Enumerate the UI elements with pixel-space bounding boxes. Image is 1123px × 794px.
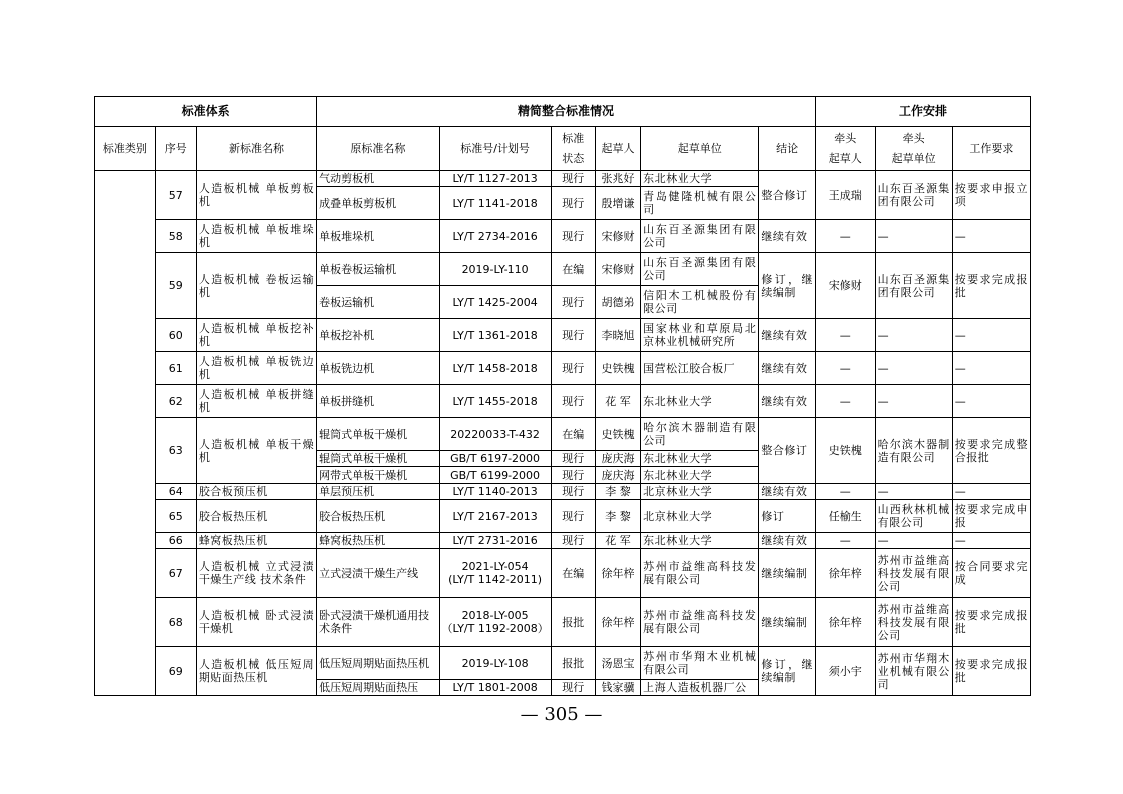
new-name-cell: 蜂窝板热压机 bbox=[196, 533, 316, 549]
status-cell: 现行 bbox=[551, 319, 595, 352]
requirement-cell: — bbox=[952, 484, 1030, 500]
lead-drafter-cell: 史铁槐 bbox=[815, 418, 875, 484]
lead-unit-cell: 苏州市益维高科技发展有限公司 bbox=[875, 598, 952, 647]
orig-name-cell: 单板挖补机 bbox=[317, 319, 439, 352]
table-row bbox=[95, 418, 1031, 451]
status-cell: 现行 bbox=[551, 680, 595, 696]
unit-cell: 苏州市益维高科技发展有限公司 bbox=[641, 549, 759, 598]
table-row bbox=[95, 385, 1031, 418]
table-row bbox=[95, 500, 1031, 533]
orig-name-cell: 气动剪板机 bbox=[317, 171, 439, 187]
drafter-cell: 花 军 bbox=[595, 533, 640, 549]
lead-drafter-cell: 宋修财 bbox=[815, 253, 875, 319]
seq-cell: 57 bbox=[155, 171, 196, 220]
unit-cell: 东北林业大学 bbox=[641, 467, 759, 484]
new-name-cell: 人造板机械 单板挖补机 bbox=[196, 319, 316, 352]
conclusion-cell: 继续有效 bbox=[759, 385, 816, 418]
std-no-cell: LY/T 1361-2018 bbox=[439, 319, 551, 352]
drafter-cell: 李 黎 bbox=[595, 500, 640, 533]
std-no-cell: LY/T 2731-2016 bbox=[439, 533, 551, 549]
status-cell: 现行 bbox=[551, 171, 595, 187]
requirement-cell: — bbox=[952, 533, 1030, 549]
requirement-cell: 按合同要求完成 bbox=[952, 549, 1030, 598]
col-header-lead-drafter: 牵头 起草人 bbox=[815, 127, 875, 171]
drafter-cell: 汤恩宝 bbox=[595, 647, 640, 680]
col-header-seq: 序号 bbox=[155, 127, 196, 171]
lead-unit-cell: 山西秋林机械有限公司 bbox=[875, 500, 952, 533]
new-name-cell: 胶合板热压机 bbox=[196, 500, 316, 533]
drafter-cell: 宋修财 bbox=[595, 220, 640, 253]
conclusion-cell: 整合修订 bbox=[759, 171, 816, 220]
requirement-cell: 按要求完成申报 bbox=[952, 500, 1030, 533]
status-cell: 现行 bbox=[551, 286, 595, 319]
drafter-cell: 史铁槐 bbox=[595, 352, 640, 385]
category-cell bbox=[95, 171, 156, 696]
conclusion-cell: 继续有效 bbox=[759, 484, 816, 500]
col-header-orig-name: 原标准名称 bbox=[317, 127, 439, 171]
new-name-cell: 人造板机械 单板剪板机 bbox=[196, 171, 316, 220]
unit-cell: 哈尔滨木器制造有限公司 bbox=[641, 418, 759, 451]
conclusion-cell: 整合修订 bbox=[759, 418, 816, 484]
status-cell: 在编 bbox=[551, 253, 595, 286]
status-cell: 现行 bbox=[551, 500, 595, 533]
orig-name-cell: 单板拼缝机 bbox=[317, 385, 439, 418]
conclusion-cell: 继续编制 bbox=[759, 598, 816, 647]
drafter-cell: 徐年梓 bbox=[595, 598, 640, 647]
lead-unit-cell: — bbox=[875, 533, 952, 549]
drafter-cell: 徐年梓 bbox=[595, 549, 640, 598]
col-header-category: 标准类别 bbox=[95, 127, 156, 171]
unit-cell: 东北林业大学 bbox=[641, 385, 759, 418]
seq-cell: 59 bbox=[155, 253, 196, 319]
lead-unit-cell: — bbox=[875, 484, 952, 500]
lead-unit-cell: 山东百圣源集团有限公司 bbox=[875, 253, 952, 319]
orig-name-cell: 立式浸渍干燥生产线 bbox=[317, 549, 439, 598]
group-header-work-arrangement: 工作安排 bbox=[815, 97, 1030, 127]
conclusion-cell: 修订 bbox=[759, 500, 816, 533]
status-cell: 报批 bbox=[551, 647, 595, 680]
table-row bbox=[95, 598, 1031, 647]
col-header-std-no: 标准号/计划号 bbox=[439, 127, 551, 171]
seq-cell: 63 bbox=[155, 418, 196, 484]
lead-drafter-cell: 任榆生 bbox=[815, 500, 875, 533]
std-no-cell: LY/T 1801-2008 bbox=[439, 680, 551, 696]
requirement-cell: — bbox=[952, 385, 1030, 418]
lead-drafter-cell: 王成瑞 bbox=[815, 171, 875, 220]
lead-drafter-cell: — bbox=[815, 484, 875, 500]
seq-cell: 60 bbox=[155, 319, 196, 352]
conclusion-cell: 继续有效 bbox=[759, 220, 816, 253]
col-header-drafter: 起草人 bbox=[595, 127, 640, 171]
unit-cell: 苏州市华翔木业机械有限公司 bbox=[641, 647, 759, 680]
status-cell: 现行 bbox=[551, 451, 595, 467]
drafter-cell: 钱家骥 bbox=[595, 680, 640, 696]
seq-cell: 69 bbox=[155, 647, 196, 696]
status-cell: 现行 bbox=[551, 187, 595, 220]
std-no-cell: LY/T 1141-2018 bbox=[439, 187, 551, 220]
table-row bbox=[95, 253, 1031, 286]
lead-drafter-cell: — bbox=[815, 319, 875, 352]
requirement-cell: 按要求完成报批 bbox=[952, 598, 1030, 647]
lead-drafter-cell: — bbox=[815, 385, 875, 418]
status-cell: 在编 bbox=[551, 549, 595, 598]
drafter-cell: 庞庆海 bbox=[595, 451, 640, 467]
table-row bbox=[95, 352, 1031, 385]
new-name-cell: 人造板机械 单板干燥机 bbox=[196, 418, 316, 484]
std-no-cell: LY/T 2734-2016 bbox=[439, 220, 551, 253]
lead-drafter-cell: 须小宇 bbox=[815, 647, 875, 696]
status-cell: 在编 bbox=[551, 418, 595, 451]
lead-unit-cell: — bbox=[875, 319, 952, 352]
std-no-cell: GB/T 6197-2000 bbox=[439, 451, 551, 467]
unit-cell: 北京林业大学 bbox=[641, 500, 759, 533]
table-row bbox=[95, 549, 1031, 598]
col-header-status: 标准 状态 bbox=[551, 127, 595, 171]
orig-name-cell: 低压短周期贴面热压机 bbox=[317, 647, 439, 680]
lead-drafter-cell: 徐年梓 bbox=[815, 598, 875, 647]
col-header-unit: 起草单位 bbox=[641, 127, 759, 171]
lead-drafter-cell: 徐年梓 bbox=[815, 549, 875, 598]
seq-cell: 67 bbox=[155, 549, 196, 598]
lead-unit-cell: 山东百圣源集团有限公司 bbox=[875, 171, 952, 220]
unit-cell: 北京林业大学 bbox=[641, 484, 759, 500]
std-no-cell: LY/T 1458-2018 bbox=[439, 352, 551, 385]
orig-name-cell: 辊筒式单板干燥机 bbox=[317, 451, 439, 467]
col-header-lead-unit: 牵头 起草单位 bbox=[875, 127, 952, 171]
new-name-cell: 胶合板预压机 bbox=[196, 484, 316, 500]
table-row bbox=[95, 220, 1031, 253]
lead-unit-cell: 苏州市华翔木业机械有限公司 bbox=[875, 647, 952, 696]
conclusion-cell: 继续有效 bbox=[759, 352, 816, 385]
new-name-cell: 人造板机械 单板堆垛机 bbox=[196, 220, 316, 253]
table-row bbox=[95, 533, 1031, 549]
orig-name-cell: 蜂窝板热压机 bbox=[317, 533, 439, 549]
new-name-cell: 人造板机械 低压短周期贴面热压机 bbox=[196, 647, 316, 696]
std-no-cell: 2019-LY-110 bbox=[439, 253, 551, 286]
requirement-cell: — bbox=[952, 220, 1030, 253]
std-no-cell: LY/T 1140-2013 bbox=[439, 484, 551, 500]
status-cell: 现行 bbox=[551, 352, 595, 385]
std-no-cell: LY/T 1455-2018 bbox=[439, 385, 551, 418]
drafter-cell: 李 黎 bbox=[595, 484, 640, 500]
requirement-cell: — bbox=[952, 352, 1030, 385]
std-no-cell: LY/T 1127-2013 bbox=[439, 171, 551, 187]
new-name-cell: 人造板机械 卷板运输机 bbox=[196, 253, 316, 319]
std-no-cell: LY/T 1425-2004 bbox=[439, 286, 551, 319]
lead-unit-cell: — bbox=[875, 220, 952, 253]
standards-table bbox=[94, 96, 1031, 696]
seq-cell: 64 bbox=[155, 484, 196, 500]
requirement-cell: — bbox=[952, 319, 1030, 352]
new-name-cell: 人造板机械 单板拼缝机 bbox=[196, 385, 316, 418]
status-cell: 报批 bbox=[551, 598, 595, 647]
conclusion-cell: 修订，继续编制 bbox=[759, 253, 816, 319]
unit-cell: 青岛健隆机械有限公司 bbox=[641, 187, 759, 220]
std-no-cell: LY/T 2167-2013 bbox=[439, 500, 551, 533]
lead-unit-cell: 哈尔滨木器制造有限公司 bbox=[875, 418, 952, 484]
conclusion-cell: 继续有效 bbox=[759, 533, 816, 549]
unit-cell: 上海人造板机器厂公 bbox=[641, 680, 759, 696]
lead-drafter-cell: — bbox=[815, 533, 875, 549]
orig-name-cell: 卷板运输机 bbox=[317, 286, 439, 319]
lead-unit-cell: 苏州市益维高科技发展有限公司 bbox=[875, 549, 952, 598]
drafter-cell: 李晓旭 bbox=[595, 319, 640, 352]
lead-drafter-cell: — bbox=[815, 220, 875, 253]
orig-name-cell: 单板卷板运输机 bbox=[317, 253, 439, 286]
unit-cell: 信阳木工机械股份有限公司 bbox=[641, 286, 759, 319]
requirement-cell: 按要求完成报批 bbox=[952, 253, 1030, 319]
drafter-cell: 宋修财 bbox=[595, 253, 640, 286]
group-header-consolidation: 精简整合标准情况 bbox=[317, 97, 816, 127]
orig-name-cell: 辊筒式单板干燥机 bbox=[317, 418, 439, 451]
unit-cell: 东北林业大学 bbox=[641, 171, 759, 187]
status-cell: 现行 bbox=[551, 385, 595, 418]
conclusion-cell: 继续编制 bbox=[759, 549, 816, 598]
table-row bbox=[95, 647, 1031, 680]
group-header-standard-system: 标准体系 bbox=[95, 97, 317, 127]
table-row bbox=[95, 319, 1031, 352]
lead-unit-cell: — bbox=[875, 385, 952, 418]
status-cell: 现行 bbox=[551, 484, 595, 500]
std-no-cell: GB/T 6199-2000 bbox=[439, 467, 551, 484]
unit-cell: 东北林业大学 bbox=[641, 451, 759, 467]
drafter-cell: 殷增谦 bbox=[595, 187, 640, 220]
unit-cell: 山东百圣源集团有限公司 bbox=[641, 220, 759, 253]
std-no-cell: 2021-LY-054 (LY/T 1142-2011) bbox=[439, 549, 551, 598]
drafter-cell: 花 军 bbox=[595, 385, 640, 418]
status-cell: 现行 bbox=[551, 220, 595, 253]
conclusion-cell: 继续有效 bbox=[759, 319, 816, 352]
unit-cell: 苏州市益维高科技发展有限公司 bbox=[641, 598, 759, 647]
seq-cell: 65 bbox=[155, 500, 196, 533]
orig-name-cell: 单板铣边机 bbox=[317, 352, 439, 385]
orig-name-cell: 网带式单板干燥机 bbox=[317, 467, 439, 484]
std-no-cell: 2018-LY-005 （LY/T 1192-2008） bbox=[439, 598, 551, 647]
lead-drafter-cell: — bbox=[815, 352, 875, 385]
seq-cell: 58 bbox=[155, 220, 196, 253]
col-header-requirement: 工作要求 bbox=[952, 127, 1030, 171]
col-header-new-name: 新标准名称 bbox=[196, 127, 316, 171]
seq-cell: 68 bbox=[155, 598, 196, 647]
orig-name-cell: 低压短周期贴面热压 bbox=[317, 680, 439, 696]
conclusion-cell: 修订，继续编制 bbox=[759, 647, 816, 696]
orig-name-cell: 单层预压机 bbox=[317, 484, 439, 500]
requirement-cell: 按要求申报立项 bbox=[952, 171, 1030, 220]
orig-name-cell: 胶合板热压机 bbox=[317, 500, 439, 533]
page-number: — 305 — bbox=[520, 704, 603, 725]
seq-cell: 62 bbox=[155, 385, 196, 418]
new-name-cell: 人造板机械 单板铣边机 bbox=[196, 352, 316, 385]
seq-cell: 66 bbox=[155, 533, 196, 549]
requirement-cell: 按要求完成整合报批 bbox=[952, 418, 1030, 484]
new-name-cell: 人造板机械 卧式浸渍干燥机 bbox=[196, 598, 316, 647]
requirement-cell: 按要求完成报批 bbox=[952, 647, 1030, 696]
table-row bbox=[95, 484, 1031, 500]
std-no-cell: 20220033-T-432 bbox=[439, 418, 551, 451]
table-body bbox=[95, 171, 1031, 696]
orig-name-cell: 卧式浸渍干燥机通用技术条件 bbox=[317, 598, 439, 647]
drafter-cell: 庞庆海 bbox=[595, 467, 640, 484]
new-name-cell: 人造板机械 立式浸渍干燥生产线 技术条件 bbox=[196, 549, 316, 598]
status-cell: 现行 bbox=[551, 533, 595, 549]
orig-name-cell: 成叠单板剪板机 bbox=[317, 187, 439, 220]
col-header-conclusion: 结论 bbox=[759, 127, 816, 171]
std-no-cell: 2019-LY-108 bbox=[439, 647, 551, 680]
unit-cell: 国家林业和草原局北京林业机械研究所 bbox=[641, 319, 759, 352]
table-row bbox=[95, 171, 1031, 187]
lead-unit-cell: — bbox=[875, 352, 952, 385]
unit-cell: 山东百圣源集团有限公司 bbox=[641, 253, 759, 286]
status-cell: 现行 bbox=[551, 467, 595, 484]
unit-cell: 国营松江胶合板厂 bbox=[641, 352, 759, 385]
drafter-cell: 胡德弟 bbox=[595, 286, 640, 319]
orig-name-cell: 单板堆垛机 bbox=[317, 220, 439, 253]
drafter-cell: 史铁槐 bbox=[595, 418, 640, 451]
seq-cell: 61 bbox=[155, 352, 196, 385]
drafter-cell: 张兆好 bbox=[595, 171, 640, 187]
unit-cell: 东北林业大学 bbox=[641, 533, 759, 549]
